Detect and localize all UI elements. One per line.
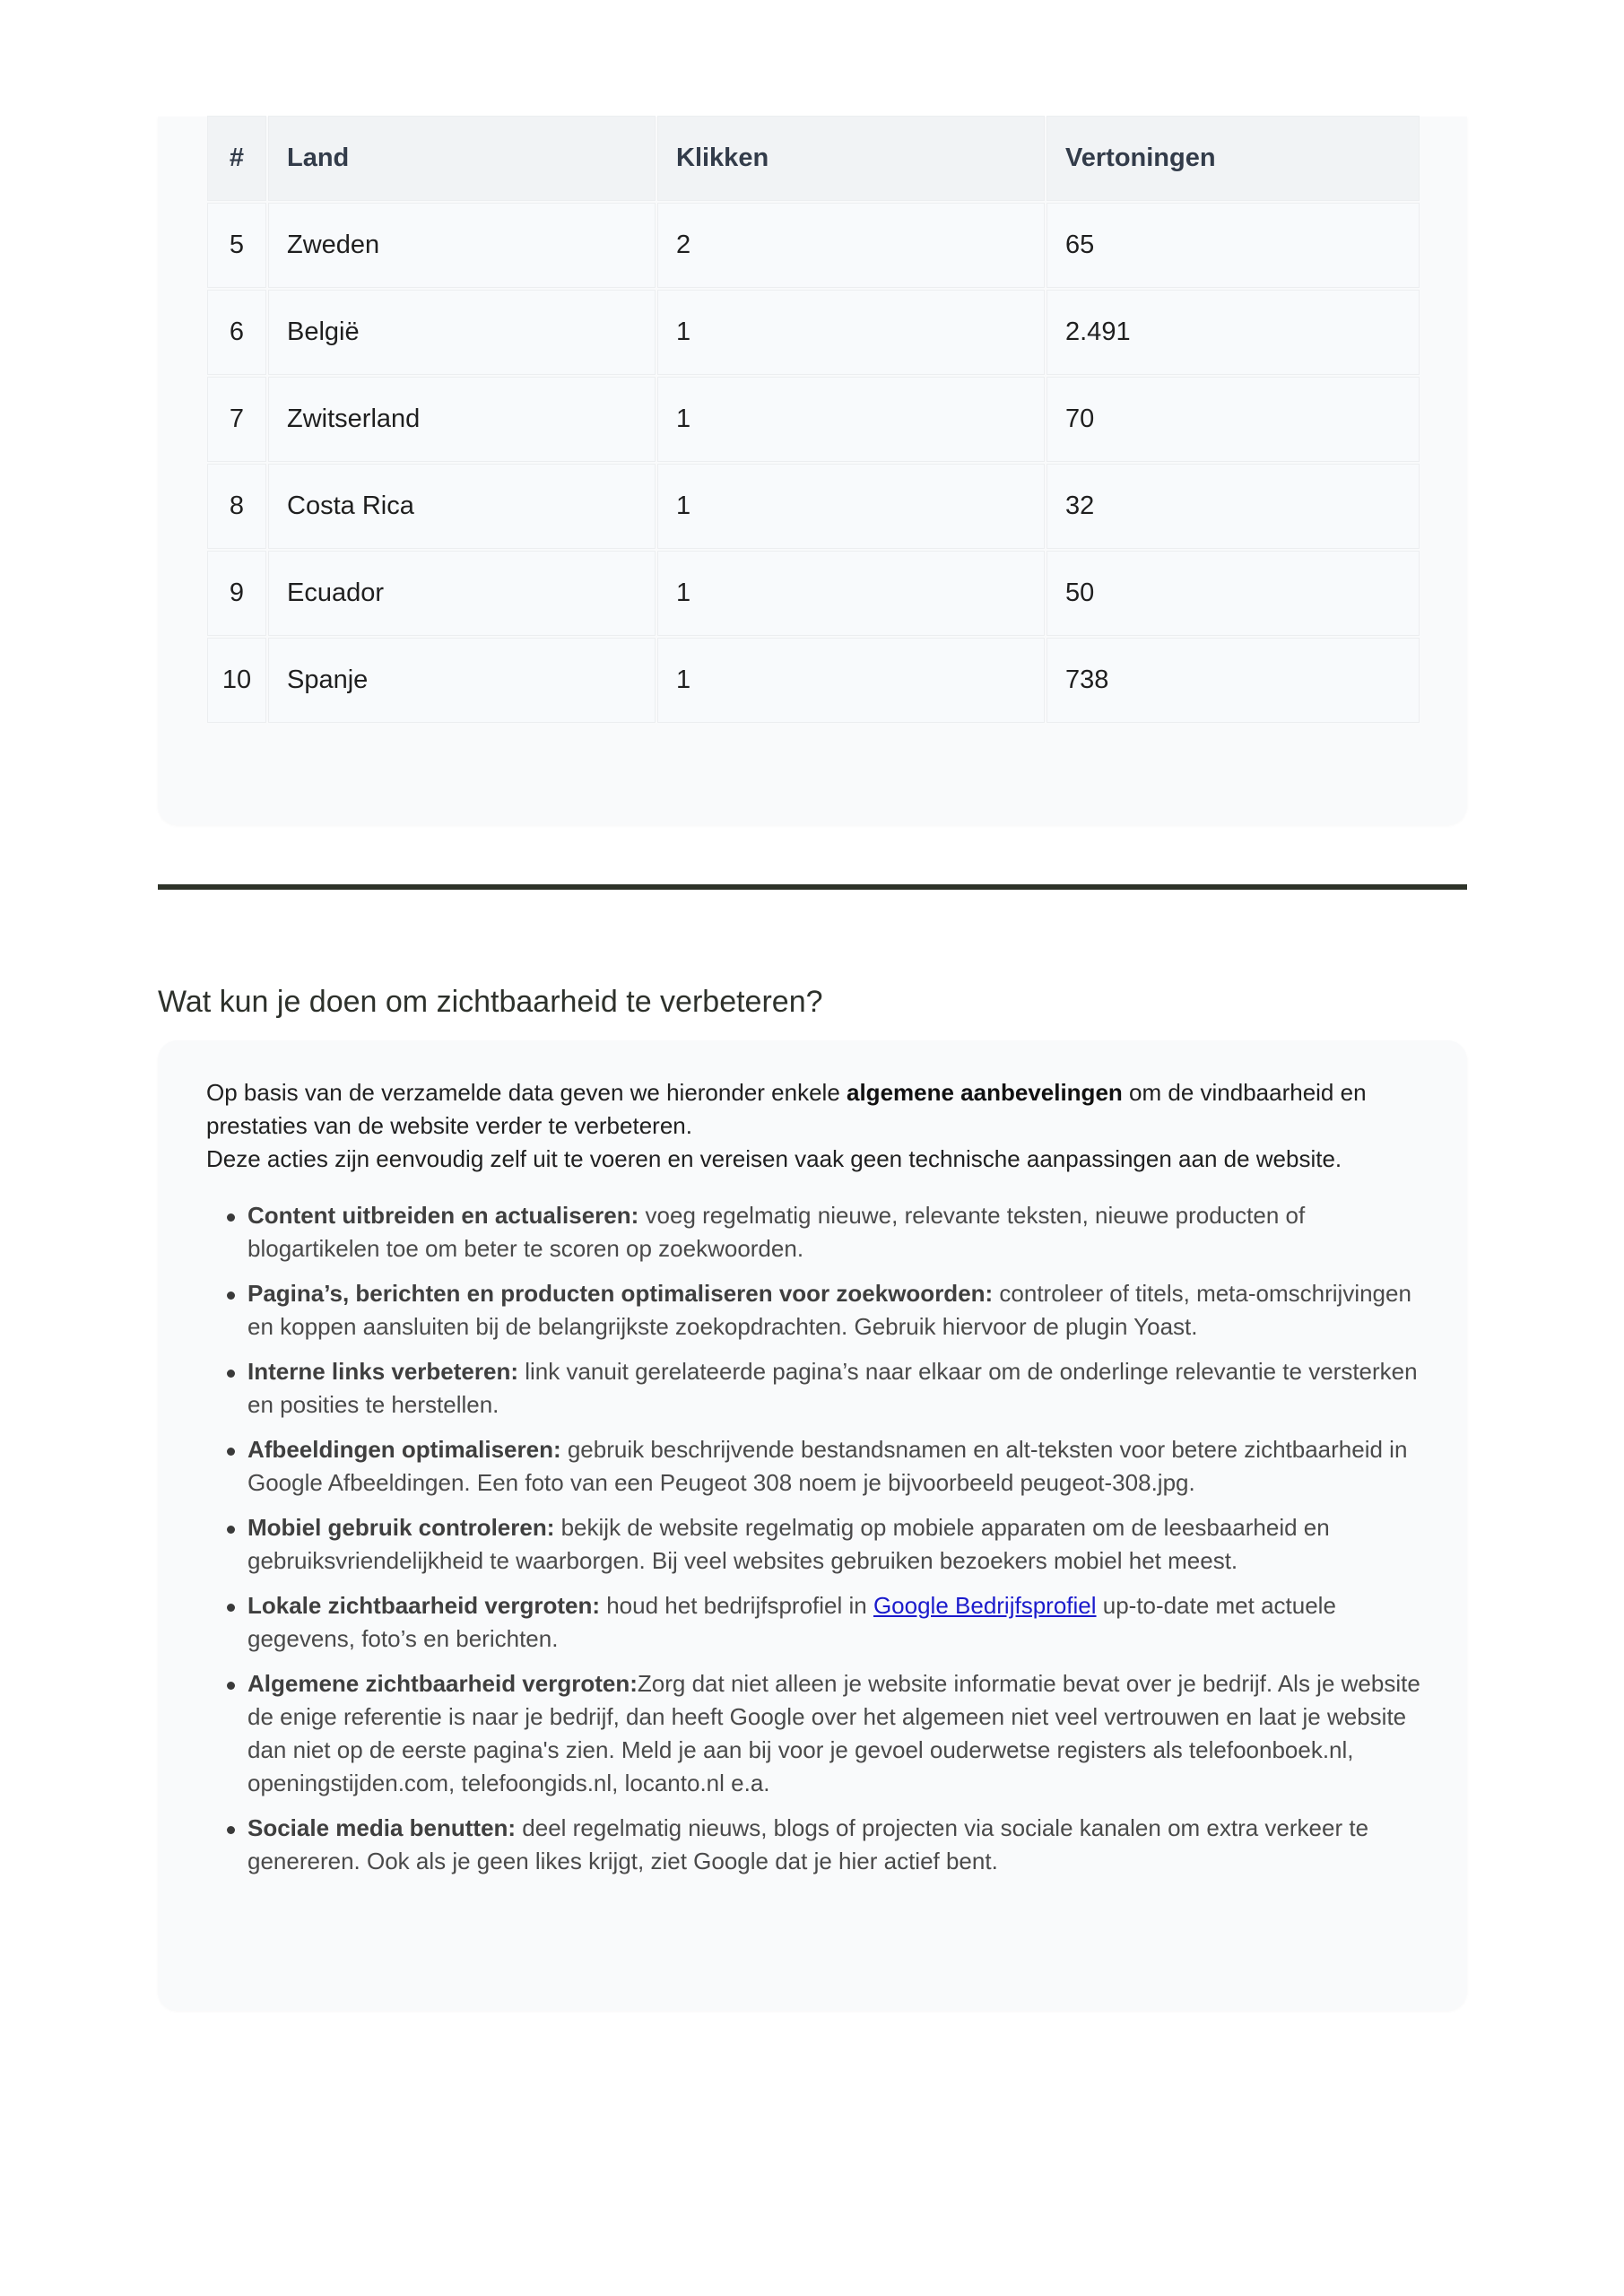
intro-text-2: om de vindbaarheid en prestaties van de website verder te verbeteren. [206,1079,1367,1139]
table-header-row [208,117,1419,200]
tip-text: deel regelmatig nieuws, blogs of projecten via sociale kanalen om extra verkeer te genereren. Ook als je geen likes krijgt, ziet Google dat je hier actief bent. [248,1814,1369,1874]
cell-country: Costa Rica [269,465,655,548]
column-header-impressions: Vertoningen [1047,117,1419,200]
table-row [208,552,1419,635]
tip-text: houd het bedrijfsprofiel in [599,1592,873,1619]
cell-impressions: 2.491 [1047,291,1419,374]
cell-impressions: 738 [1047,639,1419,722]
cell-rank: 6 [208,291,265,374]
tip-text: controleer of titels, meta-omschrijvingen en koppen aansluiten bij de belangrijkste zoekopdrachten. Gebruik hiervoor de plugin Yoast. [248,1280,1411,1340]
cell-rank: 9 [208,552,265,635]
google-business-profile-link[interactable]: Google Bedrijfsprofiel [873,1592,1097,1619]
list-item [248,1199,1437,1265]
intro-bold: algemene aanbevelingen [847,1079,1123,1106]
table-row [208,204,1419,287]
cell-country: België [269,291,655,374]
table-row [208,378,1419,461]
table-row [208,291,1419,374]
table-row [208,639,1419,722]
cell-country: Zweden [269,204,655,287]
cell-country: Zwitserland [269,378,655,461]
tip-title: Mobiel gebruik controleren: [248,1514,555,1541]
tip-title: Content uitbreiden en actualiseren: [248,1202,639,1229]
list-item [248,1355,1437,1422]
tip-text: up-to-date met actuele gegevens, foto’s en berichten. [248,1592,1336,1652]
intro-text-3: Deze acties zijn eenvoudig zelf uit te voeren en vereisen vaak geen technische aanpassingen aan de website. [206,1145,1342,1172]
cell-clicks: 1 [658,291,1044,374]
cell-rank: 8 [208,465,265,548]
intro-text-1: Op basis van de verzamelde data geven we hieronder enkele [206,1079,847,1106]
intro-paragraph [206,1076,1437,1176]
cell-clicks: 1 [658,378,1044,461]
cell-impressions: 50 [1047,552,1419,635]
tip-title: Lokale zichtbaarheid vergroten: [248,1592,600,1619]
column-header-rank: # [208,117,265,200]
section-divider [158,884,1467,890]
list-item [248,1277,1437,1344]
tip-text: gebruik beschrijvende bestandsnamen en alt-teksten voor betere zichtbaarheid in Google Afbeeldingen. Een foto van een Peugeot 308 noem je bijvoorbeeld peugeot-308.jpg. [248,1436,1408,1496]
column-header-clicks: Klikken [658,117,1044,200]
cell-country: Spanje [269,639,655,722]
cell-clicks: 1 [658,552,1044,635]
list-item [248,1433,1437,1500]
tip-title: Interne links verbeteren: [248,1358,518,1385]
section-title: Wat kun je doen om zichtbaarheid te verbeteren? [158,985,823,1019]
cell-clicks: 2 [658,204,1044,287]
list-item [248,1511,1437,1578]
cell-clicks: 1 [658,465,1044,548]
tip-title: Algemene zichtbaarheid vergroten: [248,1670,638,1697]
tip-text: link vanuit gerelateerde pagina’s naar elkaar om de onderlinge relevantie te versterken en posities te herstellen. [248,1358,1418,1418]
cell-rank: 7 [208,378,265,461]
list-item [248,1589,1437,1656]
tip-title: Sociale media benutten: [248,1814,517,1841]
cell-rank: 5 [208,204,265,287]
tips-list [206,1199,1437,1878]
column-header-country: Land [269,117,655,200]
advice-card [158,1040,1467,2011]
table-row [208,465,1419,548]
cell-impressions: 65 [1047,204,1419,287]
countries-table-card [158,117,1467,825]
tip-title: Afbeeldingen optimaliseren: [248,1436,561,1463]
list-item [248,1667,1437,1800]
cell-clicks: 1 [658,639,1044,722]
tip-text: voeg regelmatig nieuwe, relevante teksten, nieuwe producten of blogartikelen toe om beter te scoren op zoekwoorden. [248,1202,1306,1262]
cell-country: Ecuador [269,552,655,635]
cell-impressions: 70 [1047,378,1419,461]
countries-table [204,113,1422,726]
tip-title: Pagina’s, berichten en producten optimaliseren voor zoekwoorden: [248,1280,994,1307]
list-item [248,1812,1437,1878]
tip-text: Zorg dat niet alleen je website informatie bevat over je bedrijf. Als je website de enige referentie is naar je bedrijf, dan heeft Google over het algemeen niet veel vertrouwen en laat je website dan niet op de eerste pagina's zien. Meld je aan bij voor je gevoel ouderwetse registers als telefoonboek.nl, openingstijden.com, telefoongids.nl, locanto.nl e.a. [248,1670,1420,1796]
tip-text: bekijk de website regelmatig op mobiele apparaten om de leesbaarheid en gebruiksvriendelijkheid te waarborgen. Bij veel websites gebruiken bezoekers mobiel het meest. [248,1514,1330,1574]
cell-rank: 10 [208,639,265,722]
cell-impressions: 32 [1047,465,1419,548]
